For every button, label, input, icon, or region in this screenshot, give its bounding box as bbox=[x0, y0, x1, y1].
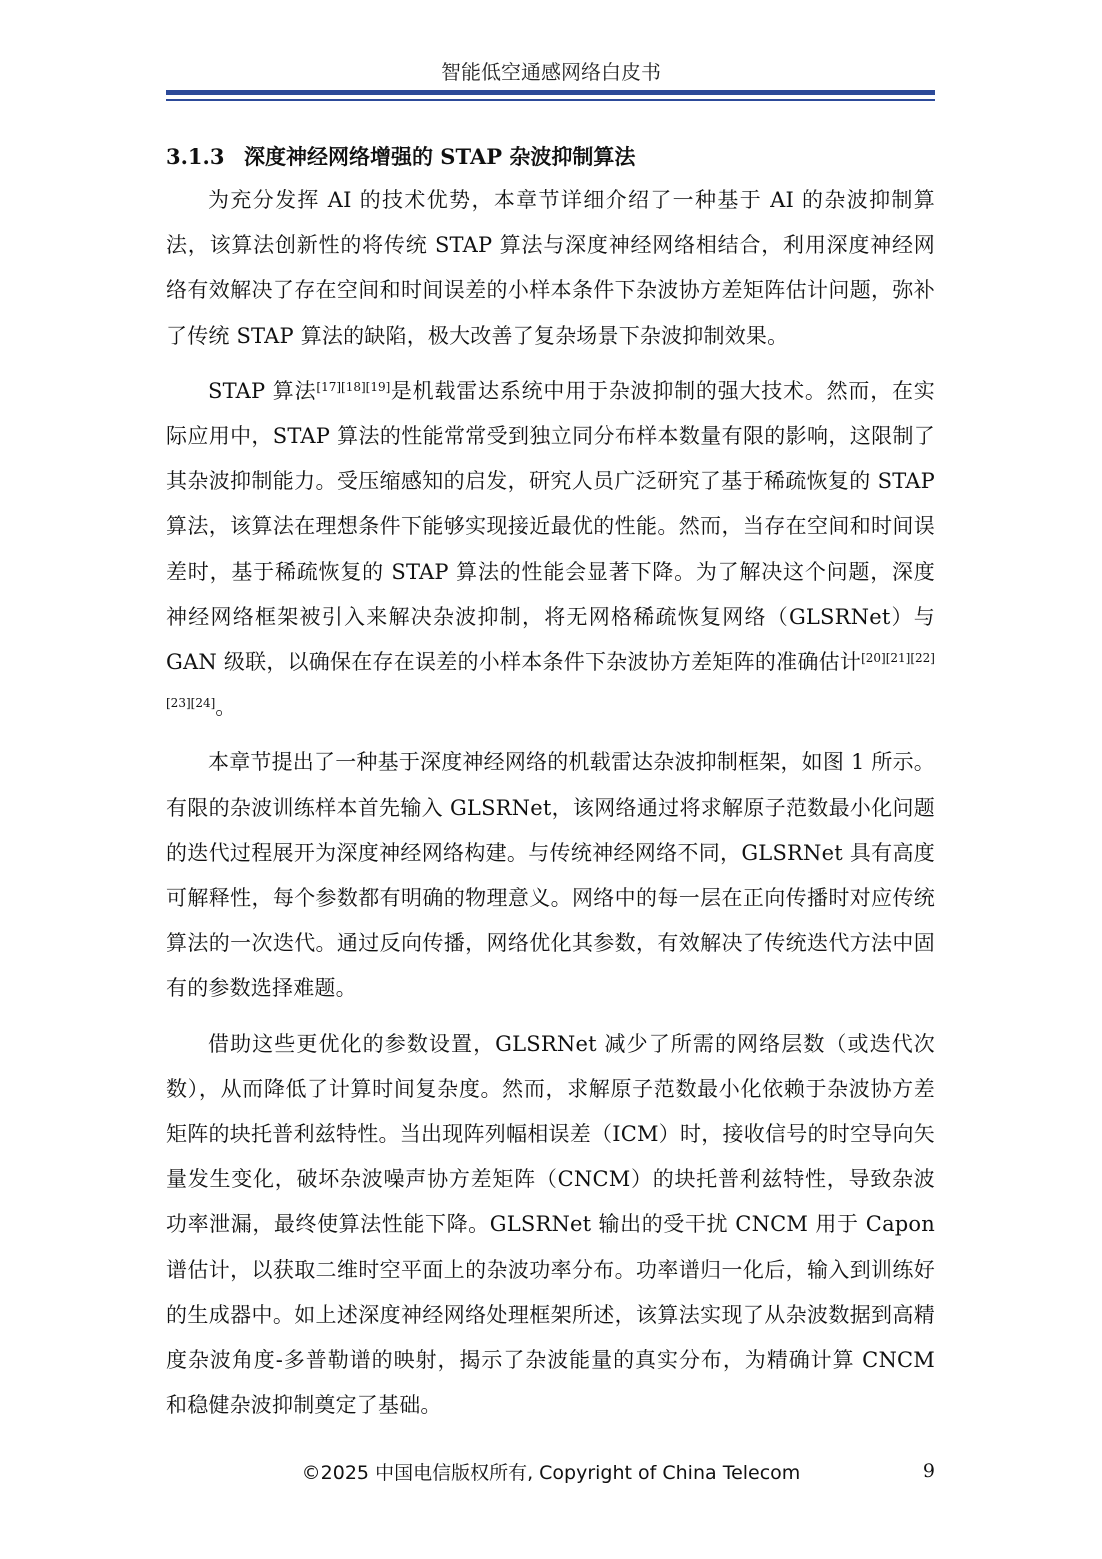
footer-copyright: ©2025 中国电信版权所有, Copyright of China Telecom bbox=[301, 1462, 801, 1484]
paragraph-4: 借助这些更优化的参数设置，GLSRNet 减少了所需的网络层数（或迭代次数），从而降低了计算时间复杂度。然而，求解原子范数最小化依赖于杂波协方差矩阵的块托普利兹特性。当出现阵列幅相误差（ICM）时，接收信号的时空导向矢量发生变化，破坏杂波噪声协方差矩阵（CNCM）的块托普利兹特性，导致杂波功率泄漏，最终使算法性能下降。GLSRNet 输出的受干扰 CNCM 用于 Capon 谱估计，以获取二维时空平面上的杂波功率分布。功率谱归一化后，输入到训练好的生成器中。如上述深度神经网络处理框架所述，该算法实现了从杂波数据到高精度杂波角度-多普勒谱的映射，揭示了杂波能量的真实分布，为精确计算 CNCM 和稳健杂波抑制奠定了基础。 bbox=[166, 1031, 935, 1418]
page-number: 9 bbox=[922, 1460, 935, 1482]
paragraph-2-end: 。 bbox=[215, 695, 237, 720]
section-number: 3.1.3 bbox=[166, 144, 225, 169]
citation-refs: [17][18][19] bbox=[316, 379, 391, 394]
paragraph-2 bbox=[166, 369, 935, 731]
section-title: 深度神经网络增强的 STAP 杂波抑制算法 bbox=[244, 144, 636, 169]
header-rule-thin bbox=[166, 99, 935, 101]
section-heading bbox=[166, 141, 635, 171]
running-header: 智能低空通感网络白皮书 bbox=[441, 60, 661, 84]
paragraph-2-body: 是机载雷达系统中用于杂波抑制的强大技术。然而，在实际应用中，STAP 算法的性能常常受到独立同分布样本数量有限的影响，这限制了其杂波抑制能力。受压缩感知的启发，研究人员广泛研究了基于稀疏恢复的 STAP 算法，该算法在理想条件下能够实现接近最优的性能。然而，当存在空间和时间误差时，基于稀疏恢复的 STAP 算法的性能会显著下降。为了解决这个问题，深度神经网络框架被引入来解决杂波抑制，将无网格稀疏恢复网络（GLSRNet）与 GAN 级联，以确保在存在误差的小样本条件下杂波协方差矩阵的准确估计 bbox=[166, 378, 935, 675]
paragraph-3: 本章节提出了一种基于深度神经网络的机载雷达杂波抑制框架，如图 1 所示。有限的杂波训练样本首先输入 GLSRNet，该网络通过将求解原子范数最小化问题的迭代过程展开为深度神经网络构建。与传统神经网络不同，GLSRNet 具有高度可解释性，每个参数都有明确的物理意义。网络中的每一层在正向传播时对应传统算法的一次迭代。通过反向传播，网络优化其参数，有效解决了传统迭代方法中固有的参数选择难题。 bbox=[166, 750, 935, 1001]
body-text bbox=[166, 178, 935, 1438]
header-rule-thick bbox=[166, 90, 935, 95]
citation-refs-end: [20][21][22][23][24] bbox=[166, 651, 935, 711]
paragraph-2-lead: STAP 算法 bbox=[208, 378, 317, 403]
paragraph-1: 为充分发挥 AI 的技术优势，本章节详细介绍了一种基于 AI 的杂波抑制算法，该算法创新性的将传统 STAP 算法与深度神经网络相结合，利用深度神经网络有效解决了存在空间和时间误差的小样本条件下杂波协方差矩阵估计问题，弥补了传统 STAP 算法的缺陷，极大改善了复杂场景下杂波抑制效果。 bbox=[166, 188, 935, 348]
